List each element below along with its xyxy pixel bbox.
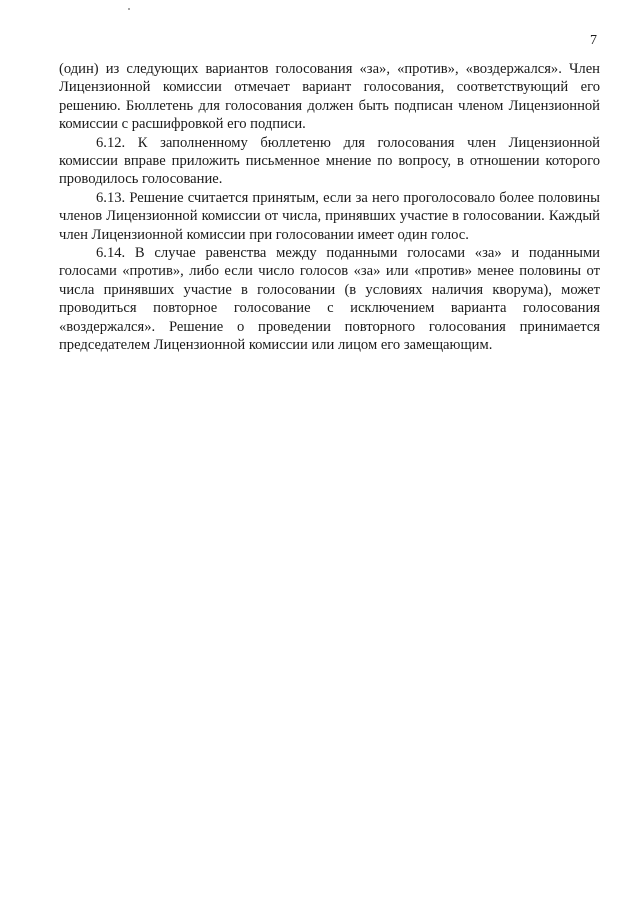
paragraph-6-14: 6.14. В случае равенства между поданными голосами «за» и поданными голосами «против», либо если число голосов «за» или «против» менее половины от числа принявших участие в голосовании (в условиях наличия кворума), может проводиться повторное голосование с исключением варианта голосования «воздержался». Решение о проведении повторного голосования принимается председателем Лицензионной комиссии или лицом его замещающим. bbox=[59, 245, 600, 354]
page-number: 7 bbox=[590, 33, 597, 48]
scan-speck bbox=[128, 8, 130, 10]
paragraph-6-12: 6.12. К заполненному бюллетеню для голосования член Лицензионной комиссии вправе приложить письменное мнение по вопросу, в отношении которого проводилось голосование. bbox=[59, 134, 600, 188]
paragraph-continuation: (один) из следующих вариантов голосования «за», «против», «воздержался». Член Лицензионной комиссии отмечает вариант голосования, соответствующий его решению. Бюллетень для голосования должен быть подписан членом Лицензионной комиссии с расшифровкой его подписи. bbox=[59, 61, 600, 133]
paragraph-6-13: 6.13. Решение считается принятым, если за него проголосовало более половины членов Лицензионной комиссии от числа, принявших участие в голосовании. Каждый член Лицензионной комиссии при голосовании имеет один голос. bbox=[59, 189, 600, 243]
document-body bbox=[59, 60, 600, 355]
